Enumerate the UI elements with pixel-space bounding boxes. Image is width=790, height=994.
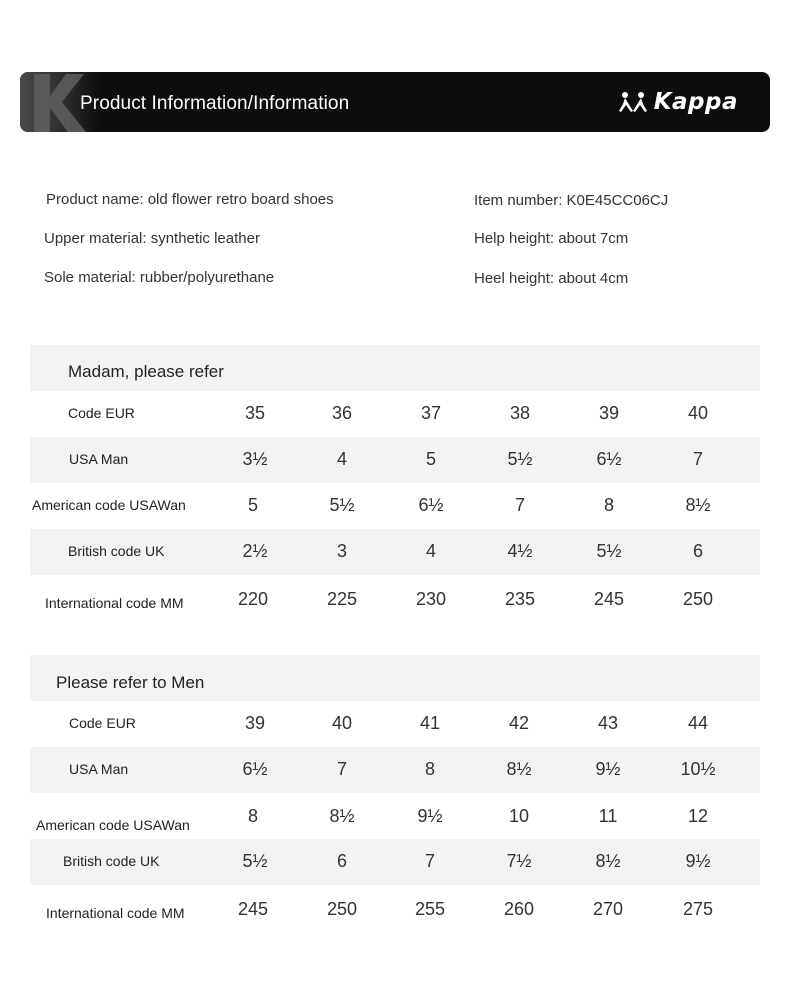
- table-row: [30, 839, 760, 885]
- product-name: Product name: old flower retro board shoes: [46, 191, 334, 208]
- row-label: British code UK: [68, 543, 165, 559]
- size-cell: 260: [503, 899, 535, 919]
- size-cell: 12: [687, 806, 709, 826]
- row-label: USA Man: [69, 761, 129, 777]
- row-label: Code EUR: [69, 715, 136, 731]
- size-cell: 6: [692, 541, 703, 561]
- size-cell: 7: [336, 759, 347, 779]
- size-cell: 3½: [242, 449, 268, 469]
- table-row: [30, 747, 760, 793]
- header-bar: [20, 72, 770, 132]
- row-label: American code USAWan: [36, 817, 190, 833]
- size-cell: 4: [336, 449, 347, 469]
- table-row: [30, 701, 760, 747]
- size-cell: 245: [593, 589, 625, 609]
- size-cell: 245: [237, 899, 269, 919]
- size-cell: 250: [326, 899, 358, 919]
- size-cell: 10½: [680, 759, 716, 779]
- row-label: USA Man: [69, 451, 129, 467]
- size-cell: 6½: [418, 495, 444, 515]
- size-cell: 39: [244, 713, 266, 733]
- size-cell: 255: [414, 899, 446, 919]
- women-title-row: [30, 345, 760, 391]
- size-cell: 270: [592, 899, 624, 919]
- size-cell: 235: [504, 589, 536, 609]
- kappa-omini-icon: [616, 91, 650, 113]
- women-table-title: Madam, please refer: [68, 362, 224, 381]
- size-cell: 8: [603, 495, 614, 515]
- size-cell: 7½: [506, 851, 532, 871]
- brand-name: Kappa: [653, 89, 738, 115]
- size-cell: 7: [424, 851, 435, 871]
- size-cell: 38: [509, 403, 531, 423]
- row-label: Code EUR: [68, 405, 135, 421]
- size-cell: 43: [597, 713, 619, 733]
- size-cell: 5½: [242, 851, 268, 871]
- size-cell: 40: [687, 403, 709, 423]
- size-cell: 7: [514, 495, 525, 515]
- row-label: British code UK: [63, 853, 160, 869]
- table-row: [30, 793, 760, 839]
- table-row: [30, 483, 760, 529]
- size-cell: 8½: [506, 759, 532, 779]
- size-cell: 7: [692, 449, 703, 469]
- size-cell: 42: [508, 713, 530, 733]
- size-cell: 10: [508, 806, 530, 826]
- size-cell: 40: [331, 713, 353, 733]
- upper-material: Upper material: synthetic leather: [44, 230, 260, 247]
- table-row: [30, 885, 760, 931]
- size-cell: 37: [420, 403, 442, 423]
- size-cell: 39: [598, 403, 620, 423]
- size-cell: 9½: [595, 759, 621, 779]
- size-cell: 4½: [507, 541, 533, 561]
- size-cell: 275: [682, 899, 714, 919]
- size-cell: 6½: [242, 759, 268, 779]
- size-cell: 41: [419, 713, 441, 733]
- size-cell: 11: [598, 806, 618, 826]
- size-cell: 35: [244, 403, 266, 423]
- heel-height: Heel height: about 4cm: [474, 270, 629, 287]
- women-size-table: [30, 345, 760, 621]
- table-row: [30, 575, 760, 621]
- size-cell: 4: [425, 541, 436, 561]
- header-title: Product Information/Information: [80, 93, 350, 114]
- row-label: American code USAWan: [32, 497, 186, 513]
- row-label: International code MM: [45, 595, 184, 611]
- men-title-row: [30, 655, 760, 701]
- size-cell: 44: [687, 713, 709, 733]
- size-cell: 5½: [507, 449, 533, 469]
- size-cell: 8½: [685, 495, 711, 515]
- size-cell: 220: [237, 589, 269, 609]
- size-cell: 6½: [596, 449, 622, 469]
- size-cell: 2½: [242, 541, 268, 561]
- size-cell: 9½: [685, 851, 711, 871]
- kappa-logo: [616, 89, 738, 115]
- size-cell: 250: [682, 589, 714, 609]
- sole-material: Sole material: rubber/polyurethane: [44, 269, 275, 286]
- size-cell: 3: [336, 541, 347, 561]
- table-row: [30, 391, 760, 437]
- table-row: [30, 437, 760, 483]
- size-cell: 5½: [596, 541, 622, 561]
- size-cell: 36: [331, 403, 353, 423]
- size-cell: 230: [415, 589, 447, 609]
- size-cell: 8: [424, 759, 435, 779]
- size-cell: 5½: [329, 495, 355, 515]
- size-cell: 5: [425, 449, 436, 469]
- table-row: [30, 529, 760, 575]
- item-number: Item number: K0E45CC06CJ: [474, 192, 669, 209]
- help-height: Help height: about 7cm: [474, 230, 629, 247]
- row-label: International code MM: [46, 905, 185, 921]
- size-cell: 6: [336, 851, 347, 871]
- size-cell: 9½: [417, 806, 443, 826]
- size-cell: 8: [247, 806, 258, 826]
- size-cell: 5: [247, 495, 258, 515]
- men-table-title: Please refer to Men: [56, 673, 205, 692]
- size-cell: 8½: [329, 806, 355, 826]
- men-size-table: [30, 655, 760, 935]
- size-cell: 225: [326, 589, 358, 609]
- size-cell: 8½: [595, 851, 621, 871]
